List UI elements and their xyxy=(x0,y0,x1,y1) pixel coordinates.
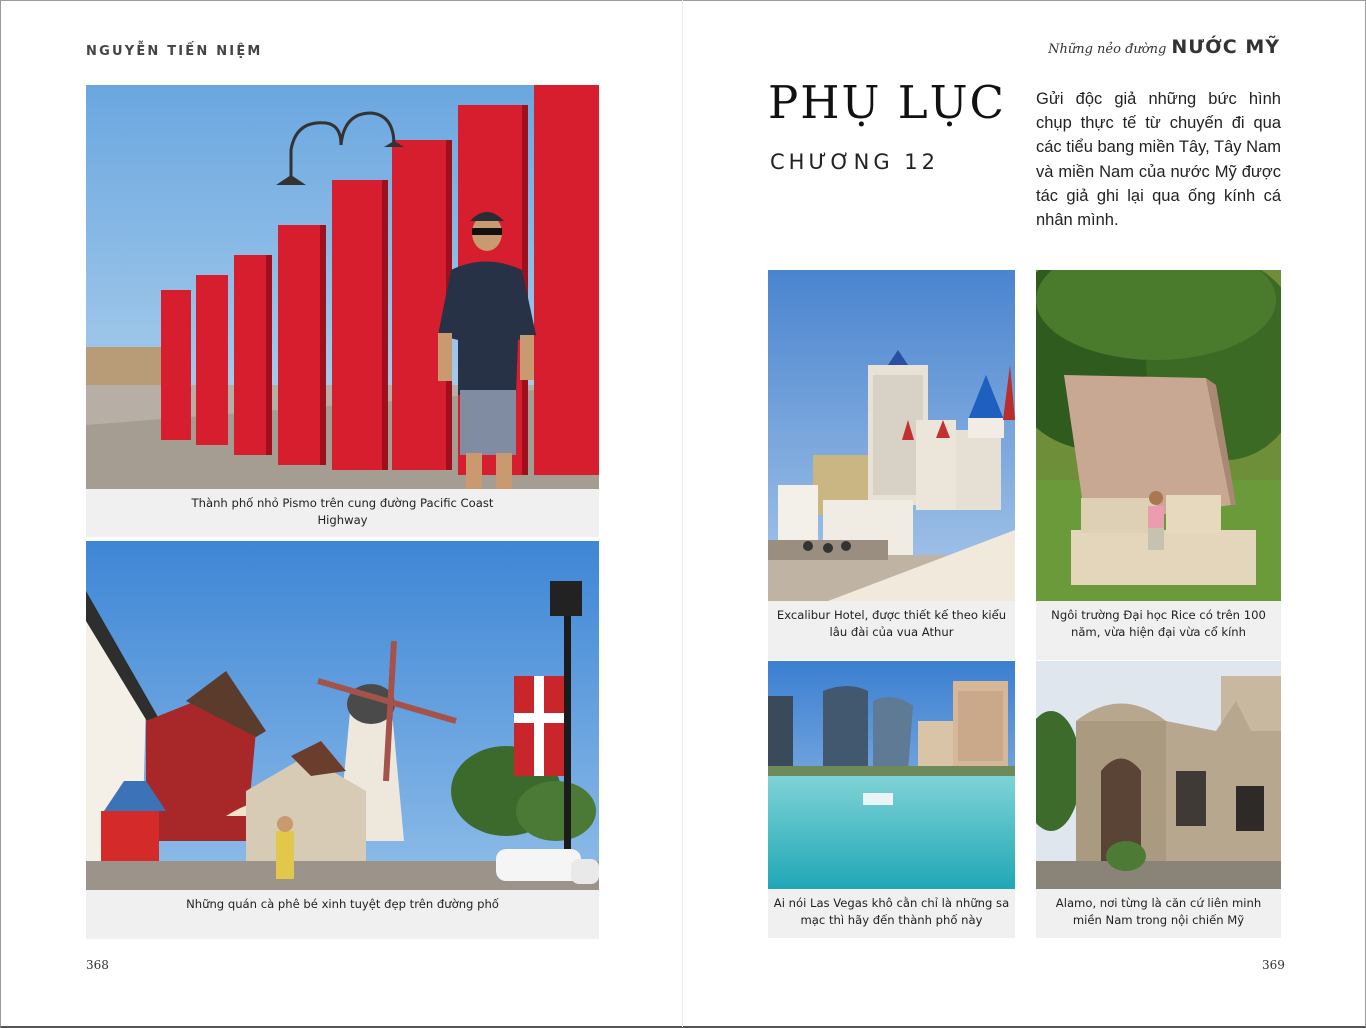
photo-excalibur xyxy=(768,270,1015,601)
photo-rice-university-caption xyxy=(1036,601,1281,660)
photo-solvang xyxy=(86,541,599,890)
caption-text: Thành phố nhỏ Pismo trên cung đường Pacific Coast Highway xyxy=(191,496,494,527)
caption-text: Alamo, nơi từng là căn cứ liên minh miền Nam trong nội chiến Mỹ xyxy=(1055,896,1262,927)
chapter-intro: Gửi độc giả những bức hình chụp thực tế từ chuyến đi qua các tiểu bang miền Tây, Tây Nam và miền Nam của nước Mỹ được tác giả ghi lại qua ống kính cá nhân mình. xyxy=(1036,90,1281,230)
caption-text: Excalibur Hotel, được thiết kế theo kiểu lâu đài của vua Athur xyxy=(776,608,1007,639)
chapter-subtitle: CHƯƠNG 12 xyxy=(770,150,940,174)
caption-text: Ai nói Las Vegas khô cằn chỉ là những sa mạc thì hãy đến thành phố này xyxy=(773,896,1010,927)
caption-text: Ngôi trường Đại học Rice có trên 100 năm, vừa hiện đại vừa cổ kính xyxy=(1051,608,1266,639)
photo-alamo-caption xyxy=(1036,889,1281,938)
photo-rice-university xyxy=(1036,270,1281,601)
book-title-brand: NƯỚC MỸ xyxy=(1171,36,1280,58)
author-header: NGUYỄN TIẾN NIỆM xyxy=(86,44,263,59)
page-number-left: 368 xyxy=(86,958,109,972)
photo-pismo-caption xyxy=(86,489,599,537)
book-title-script: Những nẻo đường xyxy=(1048,42,1167,57)
photo-las-vegas-caption xyxy=(768,889,1015,938)
photo-las-vegas xyxy=(768,661,1015,889)
page-number-right: 369 xyxy=(1262,958,1285,972)
caption-text: Những quán cà phê bé xinh tuyệt đẹp trên đường phố xyxy=(186,897,499,911)
photo-alamo xyxy=(1036,661,1281,889)
photo-pismo xyxy=(86,85,599,489)
book-title-header xyxy=(1048,36,1280,58)
chapter-title: PHỤ LỤC xyxy=(768,76,1006,129)
photo-solvang-caption xyxy=(86,890,599,939)
photo-excalibur-caption xyxy=(768,601,1015,660)
book-spine xyxy=(682,0,683,1027)
